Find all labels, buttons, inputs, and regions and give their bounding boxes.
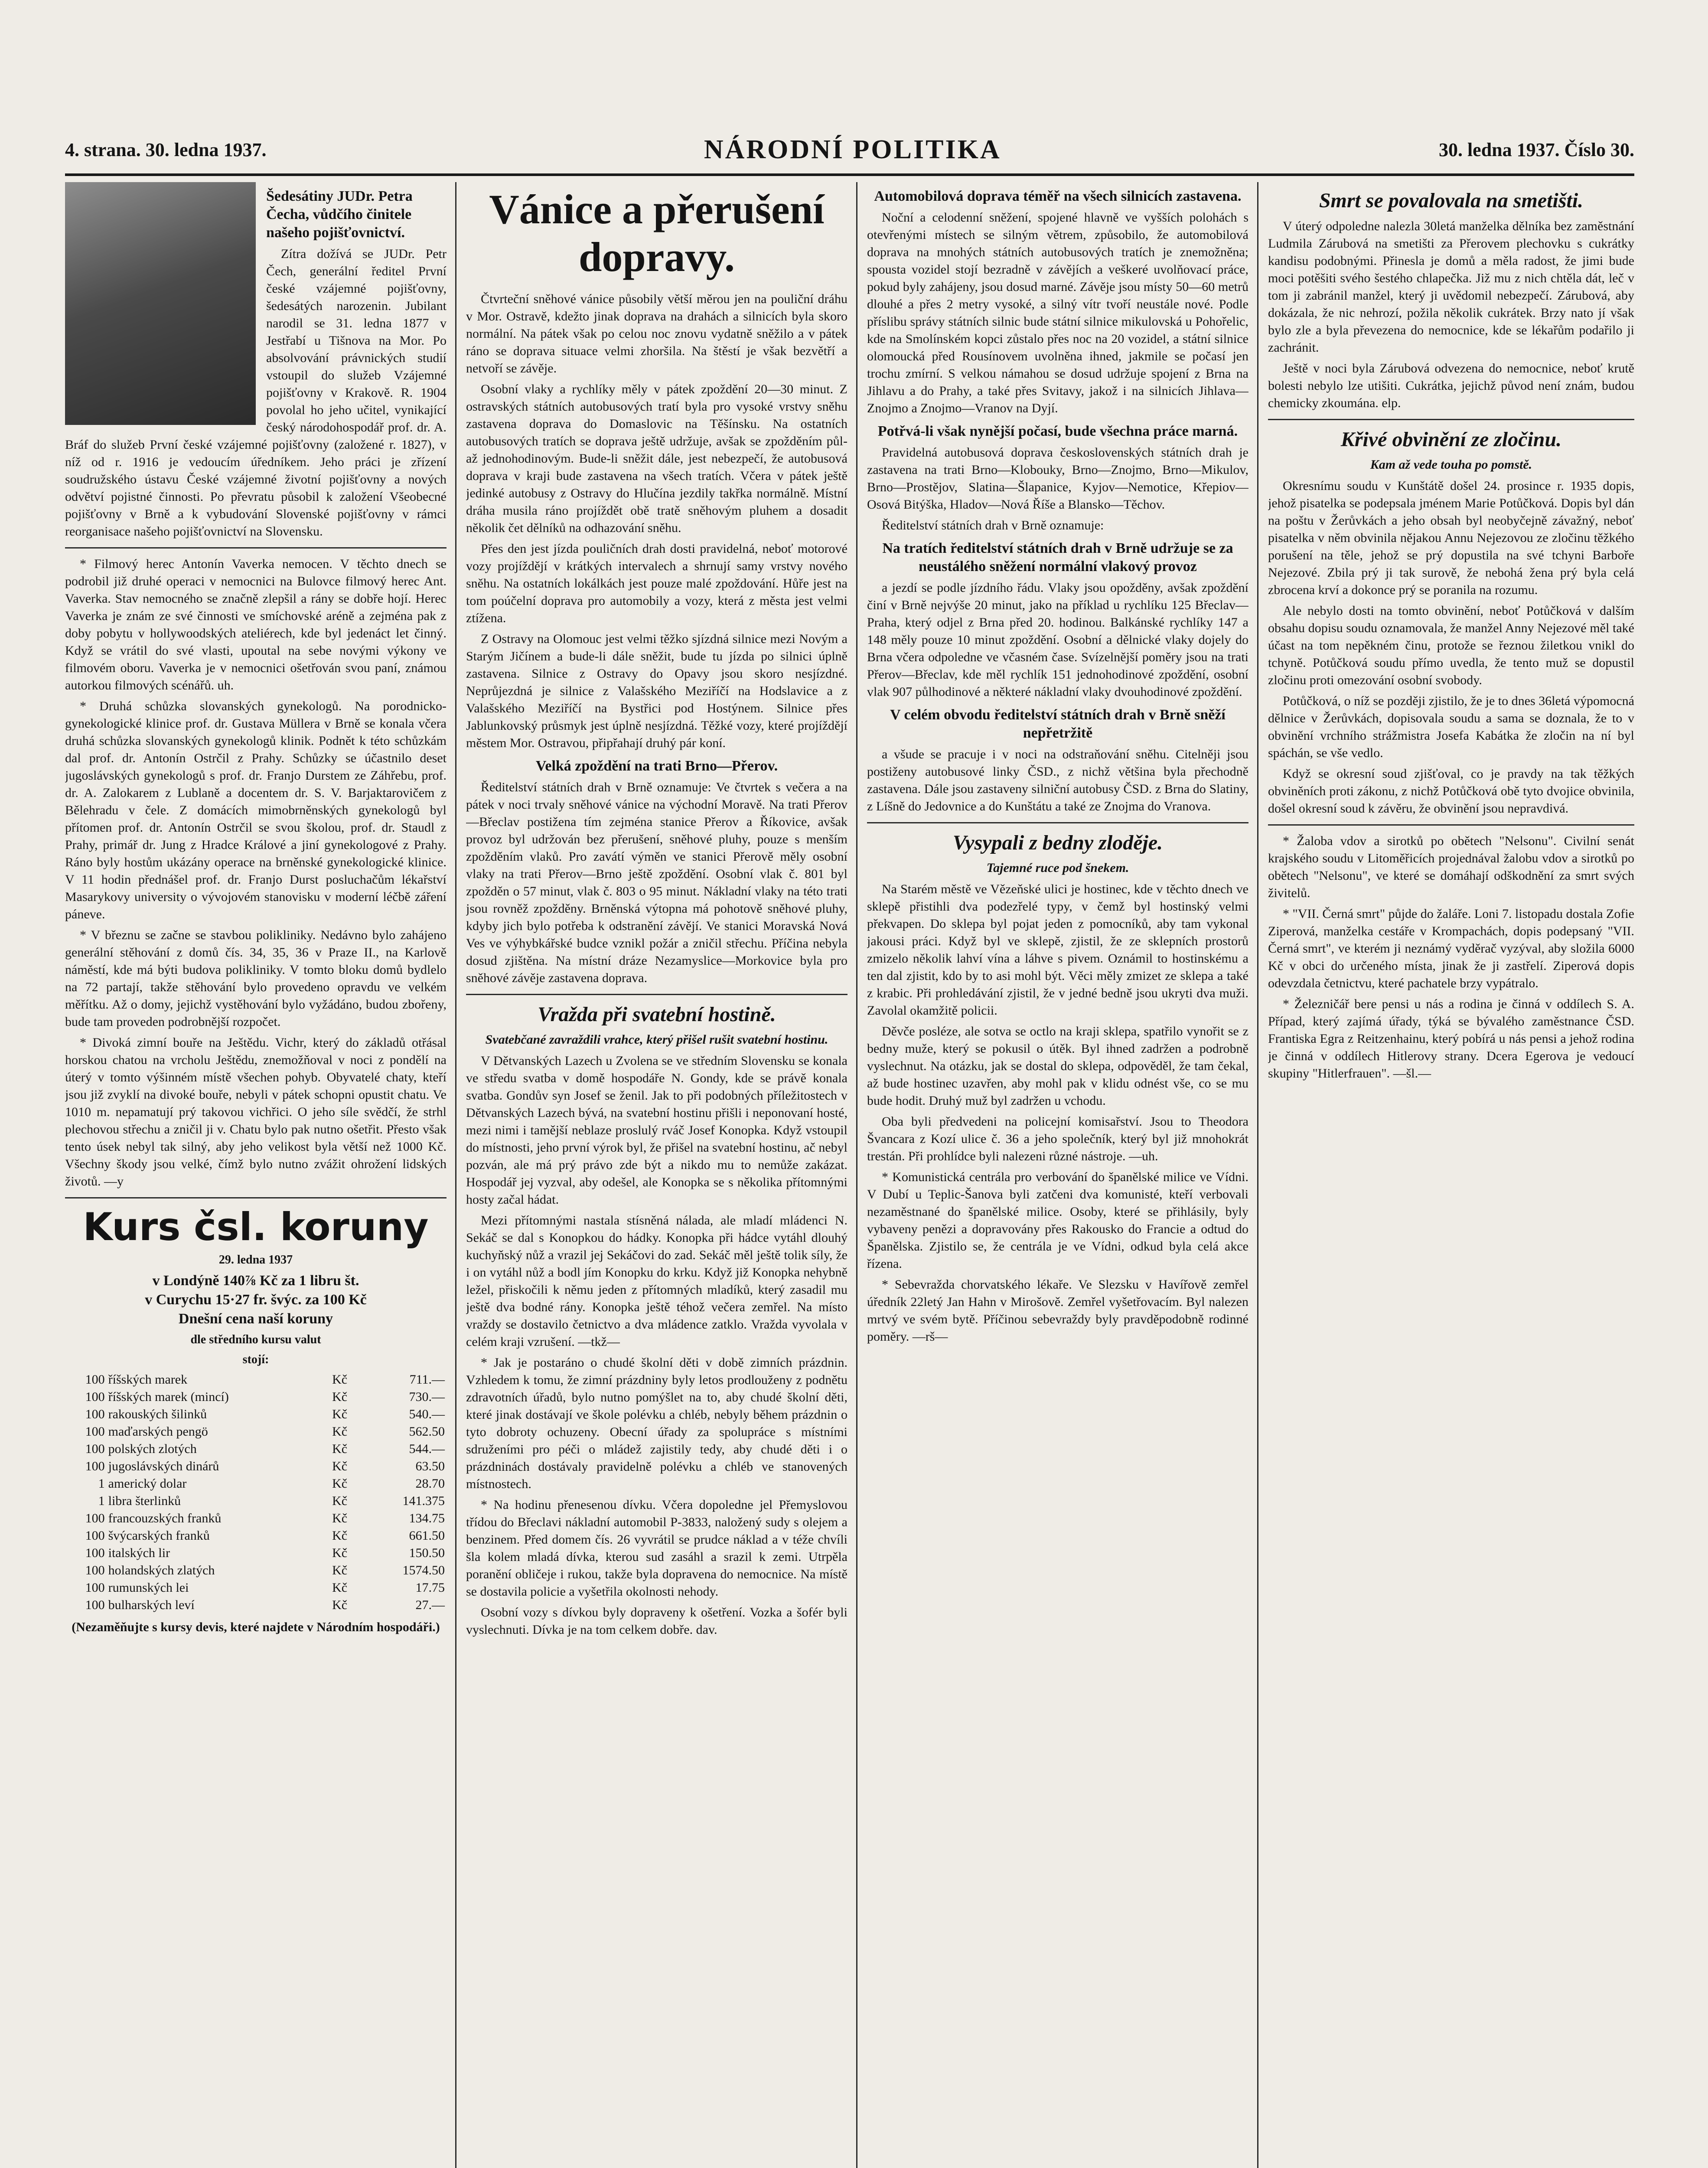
fx-value: 661.50 — [409, 1528, 445, 1543]
divider — [65, 547, 447, 549]
fx-unit: Kč — [332, 1407, 348, 1421]
article-paragraph: * Žaloba vdov a sirotků po obětech "Nelsonu". Civilní senát krajského soudu v Litoměřicích projednával žalobu vdov a sirotků po obětech "Nelsonu", ve které se domáhají odškodnění za smrt svých živitelů. — [1268, 834, 1634, 900]
divider — [466, 994, 847, 995]
fx-qty: 100 — [85, 1407, 105, 1421]
article-paragraph: Oba byli předvedeni na policejní komisařství. Jsou to Theodora Švancara z Kozí ulice č. 36 a jeho společník, který byl již mnohokrát trestán. Při prohlídce byli nalezeni různé nástroje. —uh. — [867, 1114, 1248, 1163]
article-headline: Vysypali z bedny zloděje. — [952, 831, 1163, 854]
article-paragraph: * Železničář bere pensi u nás a rodina je činná v oddílech S. A. Případ, který zajímá úřady, týká se bývalého zaměstnance ČSD. Frantiska Egra z Reitzenhainu, který pobírá u nás pensi a jehož rodina je činná v oddílech Hitlerovy strany. Dcera Egerova je vedoucí skupiny "Hitlerfrauen". —šl.— — [1268, 997, 1634, 1081]
fx-qty: 100 — [85, 1563, 105, 1577]
divider — [65, 1197, 447, 1198]
fx-qty: 100 — [85, 1372, 105, 1387]
subheadline: Na tratích ředitelství státních drah v Brně udržuje se za neustálého sněžení normální vlakový provoz — [882, 540, 1233, 575]
fx-qty: 100 — [85, 1390, 105, 1404]
article-headline: Vražda při svatební hostině. — [538, 1003, 776, 1026]
column-rule — [1257, 182, 1258, 2168]
article-paragraph: a jezdí se podle jízdního řádu. Vlaky jsou opožděny, avšak zpoždění činí v Brně nejvýše 20 minut, jako na příklad u rychlíku 125 Břeclav—Praha, který odjel z Brna před 20. hodinou. Balkánské rychlíky 147 a 148 měly pouze 10 minut zpoždění. Osobní a dělnické vlaky dojely do Brna včera odpoledne ve včasném čase. Svízelnější poměry jsou na trati Přerov—Břeclav, kde měl rychlík 151 jednohodinové zpoždění, osobní vlak 907 půlhodinové a některé nákladní vlaky dvouhodinové zpoždění. — [867, 581, 1248, 699]
subheadline: Potřvá-li však nynější počasí, bude všechna práce marná. — [877, 423, 1238, 439]
fx-table — [65, 1371, 447, 1614]
article-paragraph: * V březnu se začne se stavbou polikliniky. Nedávno bylo zahájeno generální stěhování z domů čís. 34, 35, 36 v Praze II., na Karlově náměstí, kde má býti budova polikliniky. V tomto bloku domů bydlelo na 72 partají, takže stěhování bylo provedeno opravdu ve velkém měřítku. Až o domy, jejichž vystěhování bylo vyžádáno, budou zbořeny, bude tam proveden podrobnější rozpočet. — [65, 928, 447, 1029]
fx-currency: říšských marek — [108, 1372, 188, 1387]
fx-note: (Nezaměňujte s kursy devis, které najdete v Národním hospodáři.) — [72, 1620, 440, 1634]
article-paragraph: * Filmový herec Antonín Vaverka nemocen. V těchto dnech se podrobil již druhé operaci v nemocnici na Bulovce filmový herec Ant. Vaverka. Stav nemocného se značně zlepšil a rány se dobře hojí. Herec Vaverka je znám ze své činnosti ve smíchovské aréně a zejména pak z doby pobytu v hollywoodských ateliérech, kde byl jedenáct let činný. Když se vrátil do své vlasti, upoutal na sebe novými výkony ve filmovém oboru. Vaverka je v nemocnici ošetřován svou paní, známou autorkou filmových scénářů. uh. — [65, 557, 447, 692]
fx-currency: polských zlotých — [108, 1442, 197, 1456]
fx-value: 17.75 — [415, 1580, 445, 1595]
fx-value: 544.— — [409, 1442, 445, 1456]
article-paragraph: V úterý odpoledne nalezla 30letá manželka dělníka bez zaměstnání Ludmila Zárubová na smetišti za Přerovem plechovku s cukrátky kandisu podobnými. Přinesla je domů a měla radost, že jimi bude moci potěšiti svého šestého chlapečka. Již mu z nich chtěla dát, leč v tom ji zabránil manžel, který ji uvědomil nebezpečí. Zárubová, aby dokázala, že nic nehrozí, požila několik cukrátek. Brzy nato jí však bylo zle a byla převezena do nemocnice, kde se lékařům podařilo ji zachránit. — [1268, 219, 1634, 355]
article-deck: Tajemné ruce pod šnekem. — [986, 861, 1129, 875]
subheadline: Automobilová doprava téměř na všech silnicích zastavena. — [874, 188, 1242, 204]
article-paragraph: Ale nebylo dosti na tomto obvinění, neboť Potůčková v dalším obsahu dopisu soudu oznamovala, že manžel Anny Nejezové měl také účast na tom nepěkném činu, protože se řeznou žiletkou vnikl do tchyně. Potůčková soudu přímo uvedla, že tento muž se dopustil zločinu proti omezování osobní svobody. — [1268, 604, 1634, 687]
newspaper-title: NÁRODNÍ POLITIKA — [704, 134, 1001, 164]
article-paragraph: Přes den jest jízda pouličních drah dosti pravidelná, neboť motorové vozy projíždějí v krátkých intervalech a shrnují samy vrstvy nového sněhu. Na ostatních lokálkách jest pouze malé zpoždování. Hůře jest na tom poúčelní doprava pro automobily a vozy, která z města jest velmi ztížena. — [466, 542, 847, 625]
column-3 — [867, 182, 1248, 2168]
fx-unit: Kč — [332, 1546, 348, 1560]
subheadline: Velká zpoždění na trati Brno—Přerov. — [535, 758, 778, 774]
fx-value: 150.50 — [409, 1546, 445, 1560]
fx-row — [65, 1406, 447, 1423]
masthead — [65, 126, 1634, 176]
fx-unit: Kč — [332, 1424, 348, 1439]
fx-unit: Kč — [332, 1476, 348, 1491]
fx-zurich: v Curychu 15·27 fr. švýc. za 100 Kč — [145, 1292, 367, 1308]
fx-row — [65, 1527, 447, 1544]
fx-currency: francouzských franků — [108, 1511, 222, 1525]
article-headline: Smrt se povalovala na smetišti. — [1319, 189, 1584, 212]
fx-value: 540.— — [409, 1407, 445, 1421]
article-paragraph: Ještě v noci byla Zárubová odvezena do nemocnice, neboť krutě bolesti nebylo lze utišiti. Cukrátka, jejichž původ není znám, budou chemicky zkoumána. elp. — [1268, 361, 1634, 410]
fx-currency: maďarských pengö — [108, 1424, 208, 1439]
fx-row — [65, 1544, 447, 1562]
fx-row — [65, 1371, 447, 1388]
fx-unit: Kč — [332, 1459, 348, 1473]
fx-qty: 1 — [98, 1476, 105, 1491]
fx-qty: 100 — [85, 1442, 105, 1456]
divider — [1268, 419, 1634, 420]
article-paragraph: Ředitelství státních drah v Brně oznamuje: — [882, 518, 1104, 532]
fx-currency: rakouských šilinků — [108, 1407, 207, 1421]
main-headline: Vánice a přerušení dopravy. — [489, 186, 825, 280]
fx-currency: švýcarských franků — [108, 1528, 210, 1543]
fx-currency: bulharských leví — [108, 1598, 195, 1612]
divider — [867, 822, 1248, 823]
fx-currency: rumunských lei — [108, 1580, 189, 1595]
article-paragraph: Děvče posléze, ale sotva se octlo na kraji sklepa, spatřilo vynořit se z bedny muže, který se pokusil o útěk. Byl ihned zadržen a podrobně vyslechnut. Na otázku, jak se dostal do sklepa, odpověděl, že tam čekal, až bude hostinec uzavřen, aby mohl pak v klidu odnést vše, co se mu bude hodit. Druhý muž byl zadržen u vchodu. — [867, 1024, 1248, 1108]
article-paragraph: * Divoká zimní bouře na Ještědu. Vichr, který do základů otřásal horskou chatou na vrcholu Ještědu, znemožňoval v noci z pondělí na úterý v tomto výšinném místě všechen pohyb. Obyvatelé chaty, kteří jsou již zvyklí na divoké bouře, nebyli v pátek schopni opustit chatu. Ve 1010 m. nepamatují prý takovou vichřici. O jeho síle svědčí, že strhl plechovou střechu a zničil ji v. Chatu bylo pak nutno ošetřit. Přesto však tento úsek nebyl tak silný, aby jeho velikost byla větší než 1000 Kč. Všechny škody jsou velké, čímž bylo nutno zvážit ohrožení lidských životů. —y — [65, 1035, 447, 1188]
fx-qty: 100 — [85, 1424, 105, 1439]
fx-unit: Kč — [332, 1390, 348, 1404]
column-4 — [1268, 182, 1634, 2168]
fx-caption: dle středního kursu valut — [190, 1333, 321, 1346]
fx-row — [65, 1388, 447, 1406]
fx-value: 711.— — [409, 1372, 445, 1387]
fx-london: v Londýně 140⅞ Kč za 1 libru št. — [152, 1273, 359, 1289]
fx-title: Kurs čsl. koruny — [83, 1205, 429, 1249]
fx-row — [65, 1562, 447, 1579]
fx-value: 1574.50 — [402, 1563, 445, 1577]
article-paragraph: * "VII. Černá smrt" půjde do žaláře. Loni 7. listopadu dostala Zofie Ziperová, manželka cestáře v Krompachách, dopis podepsaný "VII. Černá smrt", ve kterém ji neznámý vyděrač vyzýval, aby složila 6000 Kč v obci do určeného místa, jinak že ji zastřelí. Ziperová dopis odevzdala četnictvu, které pachatele brzy vypátralo. — [1268, 907, 1634, 990]
fx-qty: 100 — [85, 1546, 105, 1560]
column-rule — [856, 182, 857, 2168]
fx-currency: italských lir — [108, 1546, 170, 1560]
article-paragraph: Osobní vlaky a rychlíky měly v pátek zpoždění 20—30 minut. Z ostravských státních autobusových tratí byla pro vysoké vrstvy sněhu zastavena doprava do Domaslovic na Těšínsku. Na ostatních autobusových tratích se doprava ještě udržuje, avšak se zpožděním půl- až jednohodinovým. Bude-li sněžit dále, jest nebezpečí, že autobusová doprava v kraji bude zastavena na všech tratích. Včera v pátek ještě jedinké autobusy z Ostravy do Hlučína jezdily takřka normálně. Místní dráha musila ráno projíždět obě tratě sněhovým pluhem a dosadit několik čet dělníků na odhazování sněhu. — [466, 382, 847, 535]
article-paragraph: Z Ostravy na Olomouc jest velmi těžko sjízdná silnice mezi Novým a Starým Jičínem a bude-li dále sněžit, bude tu jízda po silnici úplně zastavena. Silnice z Ostravy do Opavy jsou skoro nesjízdné. Neprůjezdná je silnice z Valašského Meziříčí na Hodslavice a z Valašského Meziříčí na Bystřici pod Hostýnem. Silnice přes Jablunkovský průsmyk jest úplně nesjízdná. Těžké vozy, které projíždějí městem Mor. Ostravou, připřahají druhý pár koní. — [466, 632, 847, 750]
fx-currency: americký dolar — [108, 1476, 187, 1491]
column-rule — [455, 182, 456, 2168]
article-paragraph: Potůčková, o níž se později zjistilo, že je to dnes 36letá výpomocná dělnice v Žerůvkách, dopisovala soudu a sama se doznala, že to v obvinění vrchního strážmistra Josefa Kabátka že zločin na ní byl spáchán, se vše vedlo. — [1268, 694, 1634, 760]
fx-heading: Dnešní cena naší koruny — [178, 1311, 333, 1327]
divider — [1268, 824, 1634, 826]
article-deck: Kam až vede touha po pomstě. — [1370, 457, 1532, 472]
fx-currency: holandských zlatých — [108, 1563, 215, 1577]
article-paragraph: Osobní vozy s dívkou byly dopraveny k ošetření. Vozka a šofér byli vyslechnuti. Dívka je na tom celkem dobře. dav. — [466, 1605, 847, 1637]
fx-row — [65, 1440, 447, 1458]
fx-unit: Kč — [332, 1494, 348, 1508]
fx-qty: 100 — [85, 1511, 105, 1525]
fx-stoji: stojí: — [242, 1353, 269, 1366]
article-headline: Křivé obvinění ze zločinu. — [1340, 428, 1562, 451]
fx-value: 28.70 — [415, 1476, 445, 1491]
article-paragraph: Čtvrteční sněhové vánice působily větší měrou jen na pouliční dráhu v Mor. Ostravě, kdežto jinak doprava na drahách a silnicích byla skoro normální. Na pátek však po celou noc znovu vydatně sněžilo a v pátek ráno se doprava situace velmi zhoršila. Na štěstí je však bezvětří a netvoří se závěje. — [466, 292, 847, 375]
fx-value: 27.— — [415, 1598, 445, 1612]
article-paragraph: V Dětvanských Lazech u Zvolena se ve středním Slovensku se konala ve středu svatba v domě hospodáře N. Gondy, kde se právě konala svatba. Gondův syn Josef se ženil. Jak to při podobných příležitostech v Dětvanských Lazech bývá, na svatební hostinu přišli i neponovaní hosté, mezi nimi i tamější neblaze proslulý rváč Josef Konopka. Když vstoupil do místnosti, jeho první výrok byl, že přišel na svatební hostinu, ač nebyl pozván, ale má prý právo zde být a nikdo mu to nemůže zakázat. Hospodář jej vyzval, aby odešel, ale Konopka se s několika přítomnými hosty začal hádat. — [466, 1054, 847, 1207]
column-2 — [466, 182, 847, 2168]
fx-unit: Kč — [332, 1372, 348, 1387]
article-paragraph: Mezi přítomnými nastala stísněná nálada, ale mladí mládenci N. Sekáč se dal s Konopkou do hádky. Konopka při hádce vytáhl dlouhý kuchyňský nůž a vrazil jej Sekáčovi do zad. Sekáč měl ještě tolik síly, že i on vytáhl nůž a bodl jím Konopku do krku. Když již Konopka nehybně ležel, přiskočili k němu jeden z přítomných mladíků, který zasadil mu ještě dva bodné rány. Konopka ještě téhož večera zemřel. Na místo vraždy se dostavilo četnictvo a dva mládence zatklo. Vražda vyvolala v celém kraji vzrušení. —tkž— — [466, 1213, 847, 1349]
fx-currency: říšských marek (mincí) — [108, 1390, 229, 1404]
article-paragraph: * Jak je postaráno o chudé školní děti v době zimních prázdnin. Vzhledem k tomu, že zimní prázdniny byly letos prodlouženy z podnětu zdravotních úřadů, bylo nutno pomýšlet na to, aby chudé školní děti, které jinak dostávají ve škole polévku a chléb, nebyly během prázdnin o tyto dobroty ochuzeny. Obecní úřady za spolupráce s místními sdruženími pro péči o mládež zajistily tedy, aby chudé děti i o prázdninách dostávaly pravidelně polévku a chléb ve stanovených místnostech. — [466, 1355, 847, 1491]
article-paragraph: Noční a celodenní sněžení, spojené hlavně ve vyšších polohách s otevřenými místech se silným větrem, způsobilo, že automobilová doprava na mnohých státních autobusových tratích je znemožněna; spousta vozidel stojí bezradně v závějích a veškeré uvolňovací práce, pokud byly zahájeny, jsou dosud marné. Závěje jsou místy 50—60 metrů dlouhé a přes 2 metry vysoké, a silný vítr tvoří neustále nové. Podle příslibu správy státních silnic bude státní silnice mikulovská u Pohořelic, kde na Smolínském kopci zůstalo přes noc na 20 vozidel, a státní silnice olomoucká před Rousínovem uvolněna ihned, jakmile se počasí jen trochu zmírní. S velkou námahou se dosud udržuje spojení z Brna na Jihlavu a do Prahy, a také přes Svitavy, jakož i na silnicích Jihlava—Znojmo a Znojmo—Vranov na Dyjí. — [867, 210, 1248, 415]
fx-qty: 100 — [85, 1580, 105, 1595]
fx-row — [65, 1475, 447, 1492]
article-paragraph: Ředitelství státních drah v Brně oznamuje: Ve čtvrtek s večera a na pátek v noci trvaly sněhové vánice na východní Moravě. Na trati Přerov—Břeclav postižena tím zejména stanice Přerov a Říkovice, avšak provoz byl udržován bez přerušení, sněhové pluhy, pouze s menším zpožděním vlaků. Pro zavátí výměn ve stanici Přerově měly osobní vlaky na trati Přerov—Brno ještě zpoždění. Osobní vlak č. 801 byl zpožděn o 57 minut, vlak č. 803 o 95 minut. Nákladní vlaky na této trati jsou rovněž zpožděny. Brněnská výtopna má pohotově sněhové pluhy, kdyby jich bylo potřeba k odstranění závějí. Ve stanici Moravská Nová Ves ve výhybkářské budce vznikl požár a zničil střechu. Příčina nebyla dosud zjištěna. Na místní dráze Nezamyslice—Morkovice byla pro sněhové závěje zastavena doprava. — [466, 780, 847, 985]
portrait-photo — [65, 182, 256, 425]
fx-value: 562.50 — [409, 1424, 445, 1439]
masthead-right: 30. ledna 1937. Číslo 30. — [1438, 139, 1634, 160]
article-paragraph: Zítra dožívá se JUDr. Petr Čech, generální ředitel První české vzájemné pojišťovny, šedesátých narozenin. Jubilant narodil se 31. ledna 1877 v Jestřabí u Tišnova na Mor. Po absolvování právnických studií vstoupil do služeb Vzájemné pojišťovny v Krakově. R. 1904 povolal ho jeho učitel, vynikající český národohospodář prof. dr. A. Bráf do služeb První české vzájemné pojišťovny (založené r. 1827), v níž od r. 1916 je vedoucím úředníkem. Jeho práci je zřízení soudružského ústavu České vzájemné životní pojišťovny a nových odvětví pojistné činnosti. Po převratu působil k založení Všeobecné pojišťovny v Brně a k vybudování Slovenské pojišťovny v rámci reorganisace našeho pojišťovnictví na Slovensku. — [65, 247, 447, 539]
fx-value: 63.50 — [415, 1459, 445, 1473]
fx-unit: Kč — [332, 1511, 348, 1525]
fx-value: 134.75 — [409, 1511, 445, 1525]
article-paragraph: * Druhá schůzka slovanských gynekologů. Na porodnicko-gynekologické klinice prof. dr. Gustava Müllera v Brně se konala včera druhá schůzka slovanských gynekologů klinik. Podnět k této schůzkám dal prof. dr. Antonín Ostrčil z Prahy. Schůzky se účastnilo deset jugoslávských gynekologů s prof. dr. Franjo Durstem ze Záhřebu, prof. dr. A. Zalokarem z Lublaně a docentem dr. S. V. Barjaktarovičem z Bělehradu v čele. Z domácích mimobrněnských gynekologů byl přítomen prof. dr. Antonín Ostrčil se svou školou, prof. dr. Staudl z Prahy, primář dr. Jung z Hradce Králové a jiní gynekologové z Prahy. Ráno byly hostům ukázány operace na brněnské gynekologické klinice. V 11 hodin přednášel prof. dr. Franjo Durst posluchačům lékařství Masarykovy university o vývojovém stanovisku v moderní léčbě záření páneve. — [65, 699, 447, 921]
fx-value: 141.375 — [402, 1494, 445, 1508]
fx-unit: Kč — [332, 1528, 348, 1543]
fx-value: 730.— — [409, 1390, 445, 1404]
article-paragraph: Na Starém městě ve Vězeňské ulici je hostinec, kde v těchto dnech ve sklepě přistihli dva podezřelé typy, v čemž byl hostinský velmi překvapen. Do sklepa byl pojat jeden z pomocníků, aby tam vykonal jakousi práci. Když byl ve sklepě, zjistil, že ze sklepních prostorů zmizelo několik lahví vína a láhve s pivem. Oznámil to hostinskému a ten dal zjistit, kdo by to asi mohl být. Věci měly zmizet ze sklepa a také z krabic. Při prohledávání zjistil, že v jedné bedně jsou ukryti dva muži. Zavolal okamžitě policii. — [867, 882, 1248, 1018]
column-1 — [65, 182, 447, 2168]
fx-qty: 100 — [85, 1598, 105, 1612]
article-paragraph: Okresnímu soudu v Kunštátě došel 24. prosince r. 1935 dopis, jehož pisatelka se podepsala jménem Marie Potůčková. Dopis byl dán na poštu v Žerůvkách a jeho obsah byl neobyčejně závažný, neboť pisatelka v něm obvinila nějakou Annu Nejezovou ze zločinu těžkého porušení na těle, jehož se prý dopustila na své tchyni Barboře Nejezové. Zbila prý ji tak surově, že nebohá žena prý byla celá zbrocena krví a dokonce prý se poranila na rozumu. — [1268, 479, 1634, 597]
fx-row — [65, 1492, 447, 1510]
fx-currency: jugoslávských dinárů — [108, 1459, 219, 1473]
article-paragraph: Pravidelná autobusová doprava československých státních drah je zastavena na trati Brno—Klobouky, Brno—Znojmo, Brno—Mikulov, Brno—Prostějov, Slatina—Šlapanice, Kyjov—Nemotice, Křepiov—Osová Bitýška, Hladov—Nová Říše a Blansko—Těchov. — [867, 445, 1248, 512]
fx-row — [65, 1458, 447, 1475]
fx-qty: 100 — [85, 1459, 105, 1473]
fx-date: 29. ledna 1937 — [218, 1253, 293, 1267]
article-headline: Šedesátiny JUDr. Petra Čecha, vůdčího činitele našeho pojišťovnictví. — [266, 188, 413, 241]
subheadline: V celém obvodu ředitelství státních drah v Brně sněží nepřetržitě — [890, 707, 1226, 741]
fx-row — [65, 1423, 447, 1440]
fx-row — [65, 1579, 447, 1597]
fx-currency: libra šterlinků — [108, 1494, 181, 1508]
fx-unit: Kč — [332, 1442, 348, 1456]
article-paragraph: * Na hodinu přenesenou dívku. Včera dopoledne jel Přemyslovou třídou do Břeclavi nákladní automobil P-3833, naložený sudy s olejem a benzinem. Před domem čís. 26 vyvrátil se prudce náklad a v téže chvíli šla kolem mladá dívka, kterou sud zasáhl a srazil k zemi. Utrpěla poranění obličeje i rukou, takže byla dopravena do nemocnice. Na místě se dostavila policie a vyšetřila okolnosti nehody. — [466, 1498, 847, 1599]
fx-row — [65, 1510, 447, 1527]
masthead-left: 4. strana. 30. ledna 1937. — [65, 139, 267, 160]
article-paragraph: * Komunistická centrála pro verbování do španělské milice ve Vídni. V Dubí u Teplic-Šanova byli zatčeni dva komunisté, kteří verbovali nezaměstnané do španělské milice. Osoby, které se přihlásily, byly vybaveny penězi a dopravovány přes Rakousko do Francie a odtud do Španělska. Zjistilo se, že centrála je ve Vídni, odkud byla celá akce řízena. — [867, 1170, 1248, 1271]
fx-qty: 100 — [85, 1528, 105, 1543]
fx-qty: 1 — [98, 1494, 105, 1508]
article-paragraph: Když se okresní soud zjišťoval, co je pravdy na tak těžkých obviněních proti zákonu, z nichž Potůčková obě tyto dvojice obvinila, došel okresní soud k závěru, že obvinění jsou nepravdivá. — [1268, 767, 1634, 816]
fx-unit: Kč — [332, 1563, 348, 1577]
article-paragraph: a všude se pracuje i v noci na odstraňování sněhu. Citelněji jsou postiženy autobusové linky ČSD., z nichž většina byla přechodně zastavena. Dále jsou zastaveny silniční autobusy ČSD. z Brna do Slatiny, z Líšně do Jedovnice a do Kunštátu a také ze Znojma do Vranova. — [867, 747, 1248, 813]
article-deck: Svatebčané zavraždili vrahce, který přišel rušit svatební hostinu. — [485, 1032, 828, 1047]
fx-unit: Kč — [332, 1598, 348, 1612]
fx-row — [65, 1597, 447, 1614]
fx-unit: Kč — [332, 1580, 348, 1595]
article-paragraph: * Sebevražda chorvatského lékaře. Ve Slezsku v Havířově zemřel úředník 22letý Jan Hahn v Mirošově. Zemřel vyšetřovacím. Byl nalezen mrtvý ve svém bytě. Příčinou sebevraždy byly pravděpodobně rodinné poměry. —rš— — [867, 1277, 1248, 1344]
